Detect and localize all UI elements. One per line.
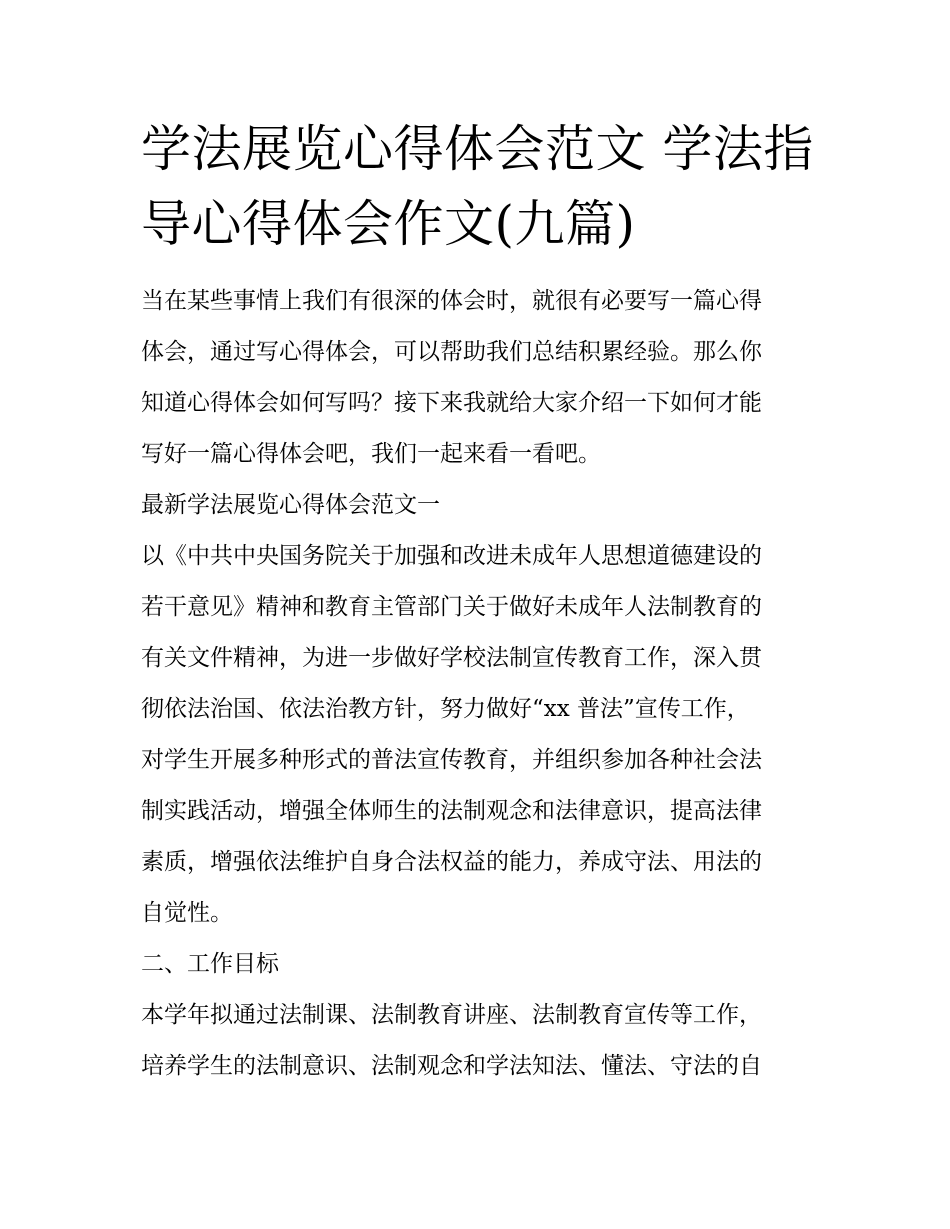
work-goal-heading: 二、工作目标 bbox=[141, 951, 279, 977]
body-paragraph-3: 本学年拟通过法制课、法制教育讲座、法制教育宣传等工作， 培养学生的法制意识、法制观念和学法知法、懂法、守法的自 bbox=[141, 1002, 762, 1079]
section-title: 最新学法展览心得体会范文一 bbox=[141, 492, 440, 518]
body-paragraph-2: 对学生开展多种形式的普法宣传教育，并组织参加各种社会法 制实践活动，增强全体师生的法制观念和法律意识，提高法律 素质，增强依法维护自身合法权益的能力，养成守法、用法的 自觉性。 bbox=[141, 747, 762, 926]
body-paragraph-1: 以《中共中央国务院关于加强和改进未成年人思想道德建设的 若干意见》精神和教育主管部门关于做好未成年人法制教育的 有关文件精神，为进一步做好学校法制宣传教育工作，深入贯 彻依法治国、依法治教方针，努力做好“xx 普法”宣传工作， bbox=[141, 543, 762, 722]
intro-paragraph: 当在某些事情上我们有很深的体会时，就很有必要写一篇心得 体会，通过写心得体会，可以帮助我们总结积累经验。那么你 知道心得体会如何写吗？接下来我就给大家介绍一下如何才能 写好一篇心得体会吧，我们一起来看一看吧。 bbox=[141, 288, 762, 467]
document-body bbox=[141, 276, 821, 1092]
document-title: 学法展览心得体会范文 学法指 导心得体会作文(九篇) bbox=[141, 120, 814, 253]
